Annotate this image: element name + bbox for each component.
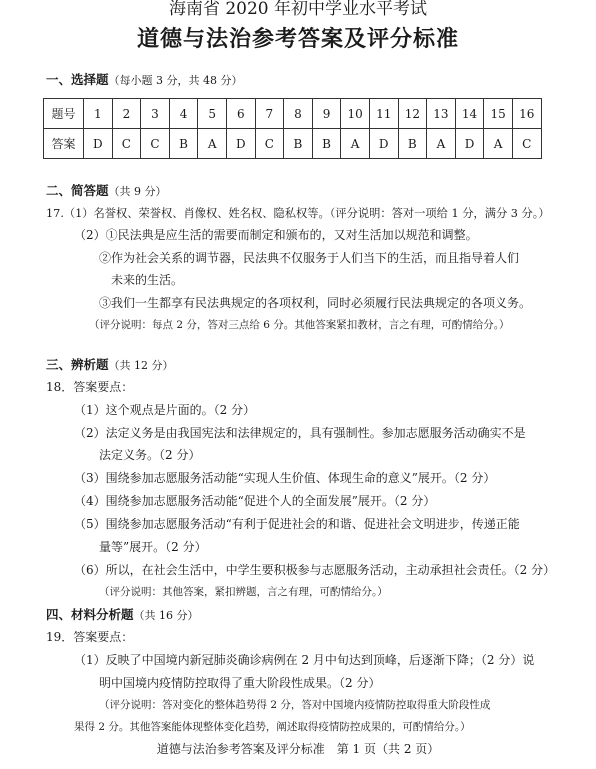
question-number-cell: 12 <box>398 99 427 129</box>
section1-heading <box>46 70 243 88</box>
answer-17-part-2-point-3: ③我们一生都享有民法典规定的各项权利，同时必须履行民法典规定的各项义务。 <box>99 296 532 310</box>
question-number-cell: 16 <box>512 99 541 129</box>
question-number-cell: 9 <box>312 99 341 129</box>
answer-table <box>43 98 542 159</box>
page-footer: 道德与法治参考答案及评分标准 第 1 页（共 2 页） <box>156 742 440 756</box>
answer-17-part-2-point-2-cont: 未来的生活。 <box>111 273 184 287</box>
question-number-cell: 5 <box>198 99 227 129</box>
answer-table-number-row <box>44 99 542 129</box>
answer-19-point-1-cont: 明中国境内疫情防控取得了重大阶段性成果。（2 分） <box>99 676 381 690</box>
answer-17-part-1: 17.（1）名誉权、荣誉权、肖像权、姓名权、隐私权等。（评分说明：答对一项给 1 分，满分 3 分。） <box>46 207 550 220</box>
answer-19-point-1: （1）反映了中国境内新冠肺炎确诊病例在 2 月中旬达到顶峰，后逐渐下降；（2 分）说 <box>74 653 535 667</box>
row-label-answer: 答案 <box>44 129 84 159</box>
answer-cell: C <box>141 129 170 159</box>
answer-18-point-5-cont: 量等”展开。（2 分） <box>99 540 207 554</box>
section1-title: 一、选择题 <box>46 72 109 87</box>
question-number-cell: 15 <box>484 99 513 129</box>
question-number-cell: 3 <box>141 99 170 129</box>
answer-18-point-2: （2）法定义务是由我国宪法和法律规定的，具有强制性。参加志愿服务活动确实不是 <box>74 426 526 440</box>
answer-cell: B <box>284 129 313 159</box>
question-number-cell: 11 <box>369 99 398 129</box>
scoring-note-18: （评分说明：其他答案，紧扣辨题，言之有理，可酌情给分。） <box>99 586 388 598</box>
section3-heading <box>46 355 174 373</box>
exam-title: 海南省 2020 年初中学业水平考试 <box>168 0 428 19</box>
answer-cell: C <box>255 129 284 159</box>
answer-cell: A <box>427 129 456 159</box>
answer-17-part-2-point-1: （2）①民法典是应生活的需要而制定和颁布的，又对生活加以规范和调整。 <box>74 228 478 242</box>
question-number-cell: 1 <box>84 99 113 129</box>
answer-19-heading: 19．答案要点： <box>46 630 134 644</box>
question-number-cell: 2 <box>112 99 141 129</box>
question-number-cell: 10 <box>341 99 370 129</box>
section4-subtitle: （共 16 分） <box>133 609 199 622</box>
answer-cell: D <box>84 129 113 159</box>
answer-cell: B <box>169 129 198 159</box>
section4-heading <box>46 605 199 623</box>
answer-cell: A <box>198 129 227 159</box>
answer-cell: C <box>112 129 141 159</box>
answer-18-point-6: （6）所以，在社会生活中，中学生要积极参与志愿服务活动，主动承担社会责任。（2 分） <box>74 563 556 577</box>
answer-17-part-2-point-2: ②作为社会关系的调节器，民法典不仅服务于人们当下的生活，而且指导着人们 <box>99 251 520 265</box>
answer-18-point-5: （5）围绕参加志愿服务活动“有利于促进社会的和谐、促进社会文明进步，传递正能 <box>74 517 520 531</box>
answer-cell: A <box>484 129 513 159</box>
scoring-note-17: （评分说明：每点 2 分，答对三点给 6 分。其他答案紧扣教材，言之有理，可酌情给分。） <box>89 319 510 331</box>
answer-18-heading: 18．答案要点： <box>46 380 134 394</box>
answer-18-point-1: （1）这个观点是片面的。（2 分） <box>74 403 256 417</box>
answer-cell: D <box>455 129 484 159</box>
question-number-cell: 8 <box>284 99 313 129</box>
section3-title: 三、辨析题 <box>46 357 109 372</box>
scoring-note-19: （评分说明：答对变化的整体趋势得 2 分，答对中国境内疫情防控取得重大阶段性成 <box>99 699 491 711</box>
question-number-cell: 4 <box>169 99 198 129</box>
answer-18-point-3: （3）围绕参加志愿服务活动能“实现人生价值、体现生命的意义”展开。（2 分） <box>74 471 496 485</box>
section2-subtitle: （共 9 分） <box>108 185 167 198</box>
section2-title: 二、简答题 <box>46 183 109 198</box>
section1-subtitle: （每小题 3 分，共 48 分） <box>108 74 243 87</box>
scoring-note-19-cont: 果得 2 分。其他答案能体现整体变化趋势，阐述取得疫情防控成果的，可酌情给分。） <box>74 721 471 733</box>
answer-18-point-2-cont: 法定义务。（2 分） <box>99 448 201 462</box>
row-label-question: 题号 <box>44 99 84 129</box>
section3-subtitle: （共 12 分） <box>108 359 174 372</box>
answer-table-answer-row <box>44 129 542 159</box>
answer-cell: B <box>398 129 427 159</box>
answer-cell: B <box>312 129 341 159</box>
answer-cell: C <box>512 129 541 159</box>
document-title: 道德与法治参考答案及评分标准 <box>136 27 459 52</box>
question-number-cell: 7 <box>255 99 284 129</box>
section4-title: 四、材料分析题 <box>46 607 134 622</box>
answer-18-point-4: （4）围绕参加志愿服务活动能“促进个人的全面发展”展开。（2 分） <box>74 494 436 508</box>
answer-cell: A <box>341 129 370 159</box>
answer-cell: D <box>226 129 255 159</box>
question-number-cell: 14 <box>455 99 484 129</box>
question-number-cell: 6 <box>226 99 255 129</box>
question-number-cell: 13 <box>427 99 456 129</box>
section2-heading <box>46 181 167 199</box>
answer-cell: D <box>369 129 398 159</box>
